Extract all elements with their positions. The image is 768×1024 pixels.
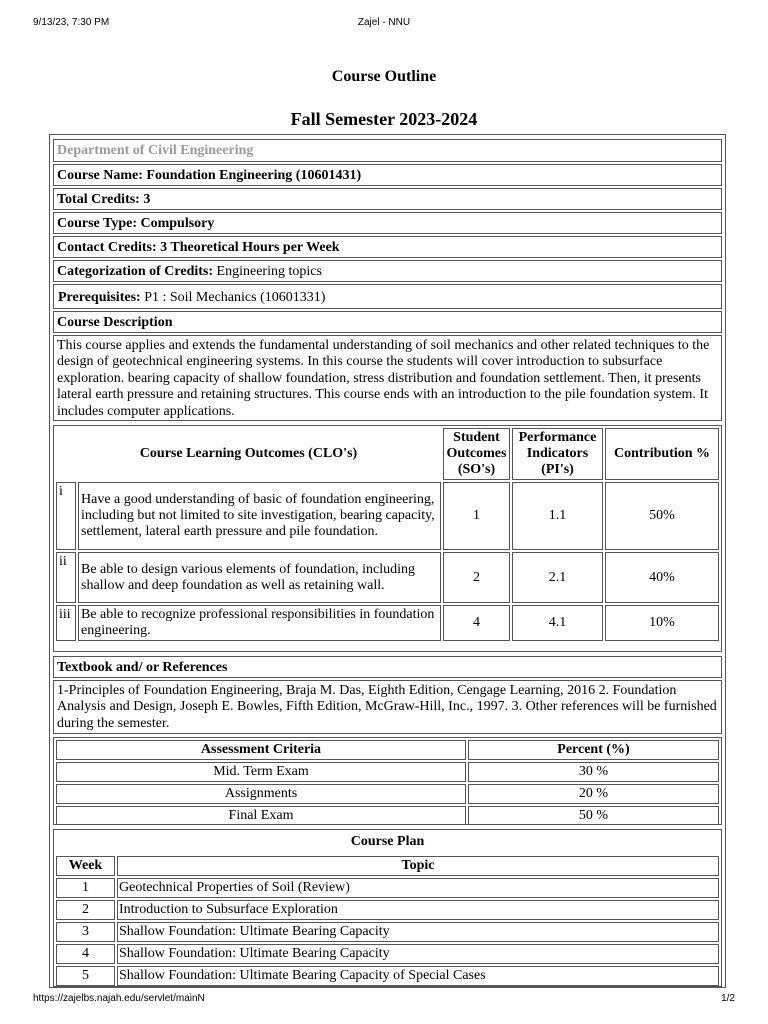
clo-header-outcomes: Course Learning Outcomes (CLO's) <box>139 446 358 461</box>
print-page-number: 1/2 <box>721 993 735 1004</box>
plan-week: 3 <box>56 922 115 942</box>
categorization-value: Engineering topics <box>213 264 322 279</box>
plan-topic: Shallow Foundation: Ultimate Bearing Capacity <box>117 944 719 964</box>
contact-credits-row: Contact Credits: 3 Theoretical Hours per Week <box>53 236 722 258</box>
assessment-percent: 50 % <box>468 806 719 825</box>
clo-pi: 1.1 <box>512 482 603 550</box>
plan-topic: Geotechnical Properties of Soil (Review) <box>117 878 719 898</box>
clo-row <box>56 552 719 603</box>
description-heading: Course Description <box>53 311 722 333</box>
assessment-criteria: Final Exam <box>56 806 466 825</box>
print-url: https://zajelbs.najah.edu/servlet/mainN <box>33 993 205 1004</box>
clo-header-contribution: Contribution % <box>605 428 719 480</box>
plan-topic: Introduction to Subsurface Exploration <box>117 900 719 920</box>
clo-index: ii <box>56 552 76 603</box>
page-title: Course Outline <box>331 68 437 85</box>
categorization-row <box>53 260 722 282</box>
course-plan-title: Course Plan <box>350 834 425 849</box>
department-row: Department of Civil Engineering <box>53 139 722 162</box>
print-footer <box>0 993 768 1007</box>
clo-contribution: 50% <box>605 482 719 550</box>
assessment-criteria: Assignments <box>56 784 466 804</box>
clo-header-pi: Performance Indicators (PI's) <box>512 428 603 480</box>
plan-row <box>56 878 719 898</box>
assessment-table <box>53 737 722 825</box>
total-credits-row: Total Credits: 3 <box>53 188 722 210</box>
assessment-criteria: Mid. Term Exam <box>56 762 466 782</box>
clo-pi: 2.1 <box>512 552 603 603</box>
prerequisites-value: P1 : Soil Mechanics (10601331) <box>140 290 326 305</box>
semester-title: Fall Semester 2023-2024 <box>290 109 478 129</box>
clo-so: 4 <box>443 605 510 641</box>
plan-header-topic: Topic <box>117 856 719 876</box>
clo-header-so: Student Outcomes (SO's) <box>443 428 510 480</box>
assessment-percent: 30 % <box>468 762 719 782</box>
assessment-header-criteria: Assessment Criteria <box>56 740 466 760</box>
prerequisites-row <box>53 284 722 309</box>
clo-text: Be able to design various elements of foundation, including shallow and deep foundation as well as retaining wall. <box>78 552 441 603</box>
plan-topic: Shallow Foundation: Ultimate Bearing Capacity of Special Cases <box>117 966 719 986</box>
assessment-row <box>56 762 719 782</box>
clo-so: 2 <box>443 552 510 603</box>
references-text: 1-Principles of Foundation Engineering, Braja M. Das, Eighth Edition, Cengage Learning, 2016 2. Foundation Analysis and Design, Joseph E. Bowles, Fifth Edition, McGraw-Hill, Inc., 1997. 3. Other references will be furnished during the semester. <box>53 680 722 734</box>
clo-row <box>56 482 719 550</box>
clo-index: i <box>56 482 76 550</box>
clo-contribution: 40% <box>605 552 719 603</box>
plan-row <box>56 944 719 964</box>
prerequisites-label: Prerequisites: <box>58 290 141 305</box>
course-type-row: Course Type: Compulsory <box>53 212 722 234</box>
assessment-header-percent: Percent (%) <box>468 740 719 760</box>
plan-row <box>56 966 719 986</box>
assessment-row <box>56 806 719 825</box>
clo-so: 1 <box>443 482 510 550</box>
clo-index: iii <box>56 605 76 641</box>
plan-header-week: Week <box>56 856 115 876</box>
assessment-row <box>56 784 719 804</box>
plan-week: 5 <box>56 966 115 986</box>
clo-contribution: 10% <box>605 605 719 641</box>
print-header <box>0 17 768 31</box>
course-name-row: Course Name: Foundation Engineering (10601431) <box>53 164 722 186</box>
plan-row <box>56 922 719 942</box>
clo-header-row <box>56 428 719 480</box>
plan-week: 2 <box>56 900 115 920</box>
print-page-title: Zajel - NNU <box>357 17 411 28</box>
course-outline-frame <box>49 134 726 988</box>
clo-pi: 4.1 <box>512 605 603 641</box>
categorization-label: Categorization of Credits: <box>57 264 214 279</box>
plan-topic: Shallow Foundation: Ultimate Bearing Capacity <box>117 922 719 942</box>
print-datetime: 9/13/23, 7:30 PM <box>33 17 110 28</box>
references-heading: Textbook and/ or References <box>53 656 722 678</box>
plan-header-row <box>56 856 719 876</box>
course-description: This course applies and extends the fundamental understanding of soil mechanics and other related techniques to the design of geotechnical engineering systems. In this course the students will cover introduction to subsurface exploration. bearing capacity of shallow foundation, stress distribution and foundation settlement. Then, it presents lateral earth pressure and retaining structures. This course ends with an introduction to the pile foundation system. It includes computer applications. <box>53 335 722 421</box>
plan-week: 1 <box>56 878 115 898</box>
plan-week: 4 <box>56 944 115 964</box>
course-plan <box>53 829 722 987</box>
plan-row <box>56 900 719 920</box>
clo-row <box>56 605 719 641</box>
clo-text: Have a good understanding of basic of foundation engineering, including but not limited to site investigation, bearing capacity, settlement, lateral earth pressure and pile foundation. <box>78 482 441 550</box>
assessment-percent: 20 % <box>468 784 719 804</box>
assessment-header-row <box>56 740 719 760</box>
clo-text: Be able to recognize professional responsibilities in foundation engineering. <box>78 605 441 641</box>
clo-table <box>53 425 722 652</box>
